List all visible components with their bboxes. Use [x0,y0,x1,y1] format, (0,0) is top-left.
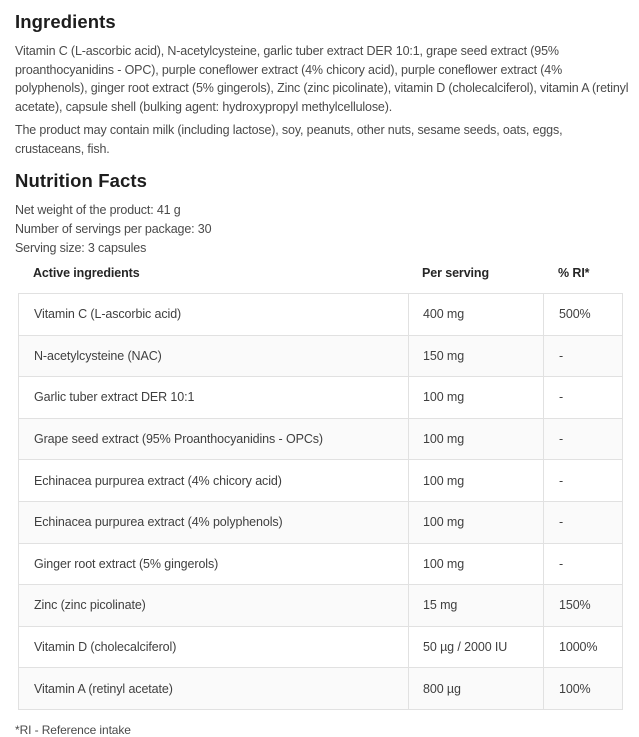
nutrition-facts-table [18,266,623,710]
net-weight-text: Net weight of the product: 41 g [15,203,181,217]
ingredient-name-cell: Vitamin C (L-ascorbic acid) [19,294,409,335]
ri-cell: 500% [559,307,591,322]
per-serving-cell: 150 mg [409,336,544,377]
ingredient-name-cell: Echinacea purpurea extract (4% chicory acid) [19,460,409,501]
per-serving-cell: 100 mg [409,377,544,418]
ingredient-name-cell: Vitamin D (cholecalciferol) [19,627,409,668]
ri-cell: - [559,515,564,530]
allergen-notice-text: The product may contain milk (including lactose), soy, peanuts, other nuts, sesame seeds, oats, eggs, crustaceans, fish. [15,123,563,156]
per-serving-cell: 400 mg [409,294,544,335]
ingredient-name-cell: Garlic tuber extract DER 10:1 [19,377,409,418]
table-row [19,460,622,502]
table-row [19,502,622,544]
ri-cell: - [559,390,564,405]
header-active-ingredients: Active ingredients [33,266,140,280]
ri-cell: - [559,473,564,488]
ingredients-composition-text: Vitamin C (L-ascorbic acid), N-acetylcysteine, garlic tuber extract DER 10:1, grape seed extract (95% proanthocyanidins - OPC), purple coneflower extract (4% chicory acid), purple coneflower extract (4% polyphenols), ginger root extract (5% gingerols), Zinc (zinc picolinate), vitamin D (cholecalciferol), vitamin A (retinyl acetate), capsule shell (bulking agent: hydroxypropyl methylcellulose). [15,44,629,114]
servings-per-package-text: Number of servings per package: 30 [15,222,212,236]
reference-intake-footnote: *RI - Reference intake [15,722,131,737]
ri-cell: 100% [559,681,591,696]
per-serving-cell: 100 mg [409,460,544,501]
per-serving-cell: 50 µg / 2000 IU [409,627,544,668]
nutrition-meta [15,201,632,258]
table-row [19,377,622,419]
ingredients-title: Ingredients [15,11,116,32]
ri-cell: - [559,556,564,571]
table-row [19,585,622,627]
table-row [19,294,622,336]
table-row [19,544,622,586]
table-header-row [18,266,623,293]
ingredient-name-cell: Zinc (zinc picolinate) [19,585,409,626]
nutrition-facts-title: Nutrition Facts [15,170,148,191]
table-row [19,668,622,710]
per-serving-cell: 100 mg [409,502,544,543]
per-serving-cell: 800 µg [409,668,544,709]
ri-cell: - [559,348,564,363]
header-ri: % RI* [558,266,590,280]
ri-cell: 1000% [559,640,598,655]
table-row [19,627,622,669]
ingredient-name-cell: Echinacea purpurea extract (4% polyphenols) [19,502,409,543]
per-serving-cell: 15 mg [409,585,544,626]
per-serving-cell: 100 mg [409,544,544,585]
nutrition-table-body [18,293,623,710]
table-row [19,419,622,461]
ingredient-name-cell: Ginger root extract (5% gingerols) [19,544,409,585]
ingredient-name-cell: Vitamin A (retinyl acetate) [19,668,409,709]
ri-cell: 150% [559,598,591,613]
ingredient-name-cell: Grape seed extract (95% Proanthocyanidins - OPCs) [19,419,409,460]
ingredient-name-cell: N-acetylcysteine (NAC) [19,336,409,377]
ri-cell: - [559,432,564,447]
header-per-serving: Per serving [422,266,489,280]
table-row [19,336,622,378]
serving-size-text: Serving size: 3 capsules [15,241,147,255]
per-serving-cell: 100 mg [409,419,544,460]
